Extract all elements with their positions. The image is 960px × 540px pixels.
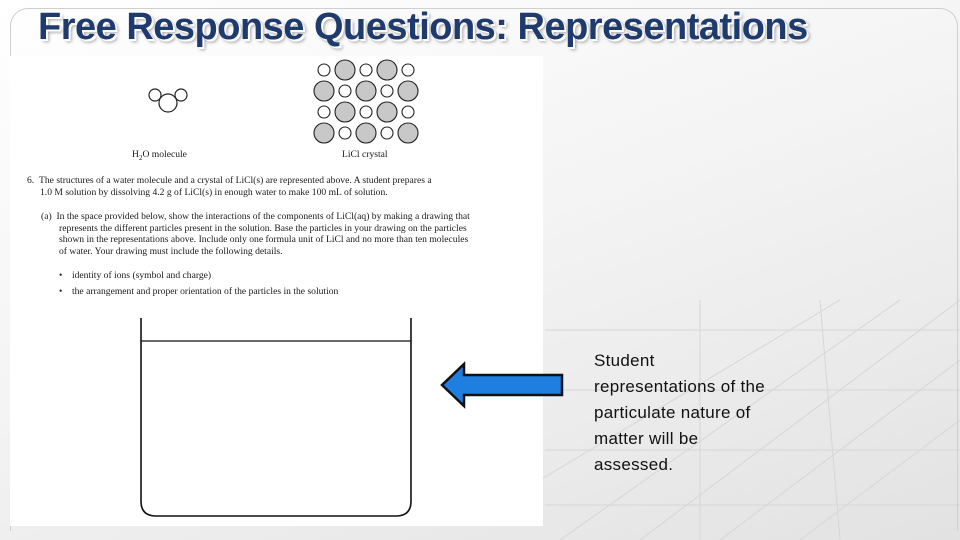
water-molecule-caption (132, 149, 187, 162)
chloride-ion (356, 81, 376, 101)
caption-text: O molecule (142, 149, 187, 160)
lithium-ion (402, 64, 414, 76)
caption-subscript: 2 (138, 153, 143, 162)
bullet-text: the arrangement and proper orientation of the particles in the solution (71, 285, 339, 297)
assessment-callout (594, 348, 804, 478)
lithium-ion (381, 85, 393, 97)
callout-line: representations of the (594, 377, 766, 396)
question-part-a (41, 211, 470, 257)
chloride-ion (377, 102, 397, 122)
lithium-ion (360, 106, 372, 118)
beaker-drawing-area (135, 316, 425, 521)
detail-bullets (59, 270, 338, 297)
beaker-outline (141, 318, 411, 516)
bullet-text: identity of ions (symbol and charge) (71, 270, 212, 281)
lithium-ion (339, 127, 351, 139)
question-number: 6. (27, 175, 35, 186)
part-label: (a) (41, 211, 52, 222)
callout-line: particulate nature of (594, 403, 751, 422)
intro-line: The structures of a water molecule and a crystal of LiCl(s) are represented above. A student prepares a (39, 175, 432, 186)
lithium-ion (381, 127, 393, 139)
slide-title: Free Response Questions: Representations (38, 6, 808, 48)
callout-line: matter will be (594, 429, 699, 448)
licl-crystal-caption: LiCl crystal (342, 149, 388, 160)
callout-line: Student (594, 351, 655, 370)
water-molecule-figure (145, 86, 200, 116)
lithium-ion (339, 85, 351, 97)
chloride-ion (335, 102, 355, 122)
chloride-ion (398, 123, 418, 143)
lithium-ion (360, 64, 372, 76)
chloride-ion (377, 60, 397, 80)
callout-line: assessed. (594, 455, 674, 474)
chloride-ion (335, 60, 355, 80)
chloride-ion (398, 81, 418, 101)
lithium-ion (318, 64, 330, 76)
caption-text: H (132, 149, 139, 160)
chloride-ion (314, 81, 334, 101)
chloride-ion (356, 123, 376, 143)
left-arrow-icon (438, 360, 566, 410)
question-intro (27, 175, 432, 198)
hydrogen-atom (175, 89, 187, 101)
bullet-icon: • (59, 285, 63, 297)
part-line: of water. Your drawing must include the following details. (59, 245, 283, 257)
lithium-ion (318, 106, 330, 118)
licl-crystal-figure (310, 56, 430, 148)
lithium-ion (402, 106, 414, 118)
part-line: represents the different particles present in the solution. Base the particles in your drawing on the particles (59, 222, 467, 234)
part-line: shown in the representations above. Include only one formula unit of LiCl and no more than ten molecules (59, 234, 469, 246)
oxygen-atom (159, 94, 177, 112)
intro-line: 1.0 M solution by dissolving 4.2 g of LiCl(s) in enough water to make 100 mL of solution. (40, 186, 388, 198)
chloride-ion (314, 123, 334, 143)
part-line: In the space provided below, show the interactions of the components of LiCl(aq) by making a drawing that (56, 211, 470, 222)
bullet-icon: • (59, 270, 63, 281)
exam-question-document (10, 56, 543, 526)
